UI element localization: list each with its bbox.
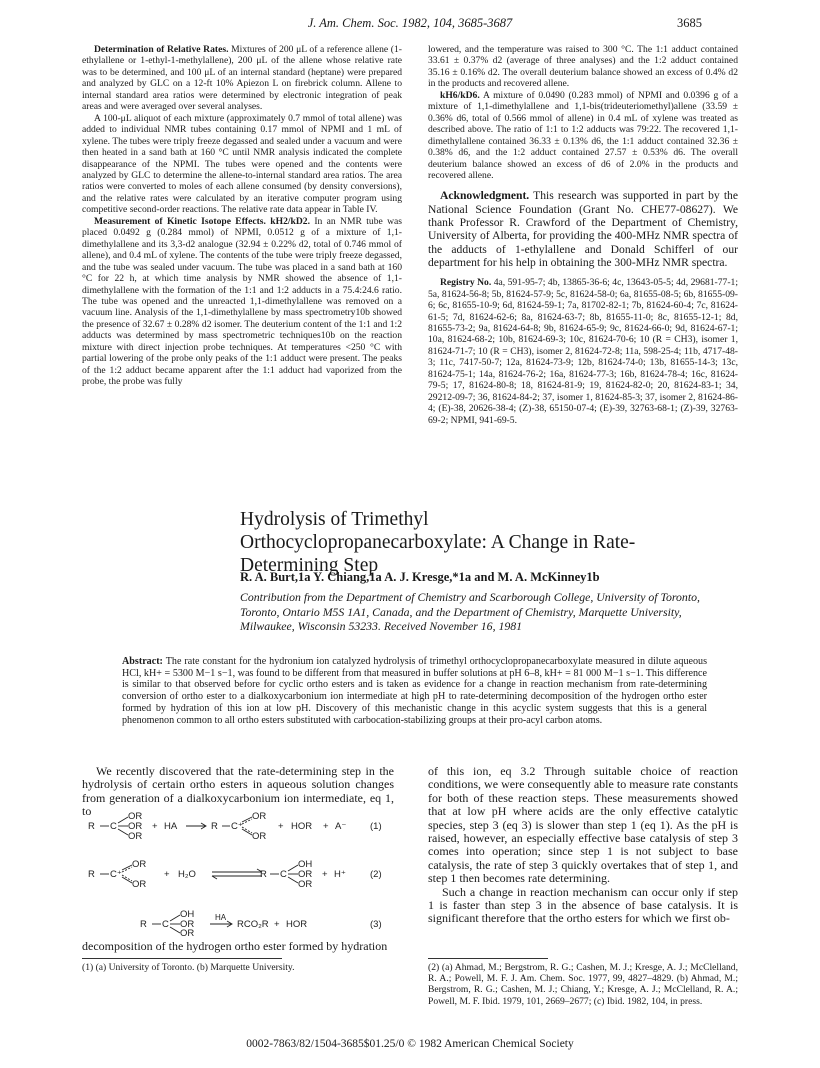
eq3-prod2: HOR: [286, 919, 308, 930]
eq3-or-mid: OR: [180, 919, 195, 930]
eq1-number: (1): [370, 821, 382, 832]
eq1-cplus: C⁺: [231, 821, 243, 832]
acknowledgment-heading: Acknowledgment.: [440, 189, 530, 203]
eq1-r2: R: [211, 821, 218, 832]
paragraph-text: Mixtures of 200 μL of a reference allene (1-ethylallene or 1-ethyl-1-methylallene), 200 μL of the allene whose relative rate was to be determined, and 100 μL of an internal standard (heptane) were prepared and analyzed by GLC on a 12-ft 10% Apiezon L on firebrick column. Allene to internal standard area ratios were determined by electronic integration of peak areas and were averaged over several analyses.: [82, 44, 402, 113]
eq2-r: R: [88, 869, 95, 880]
body-left-continued: [82, 940, 402, 953]
body-paragraph: of this ion, eq 3.2 Through suitable choice of reaction conditions, we were consequently able to measure rate constants for both of these reaction steps. These measurements showed that at low pH where acids are the only effective catalytic species, step 3 (eq 3) is slower than step 1 (eq 1). As the pH is raised, however, an especially effective base catalysis of step 3 comes into operation; since step 1 is not subject to base catalysis, the rate of step 3 quickly overtakes that of step 1, and step 1 then becomes rate determining.: [428, 764, 738, 886]
abstract-text: The rate constant for the hydronium ion catalyzed hydrolysis of trimethyl orthocyclopropanecarboxylate measured in dilute aqueous HCl, kH+ = 5300 M−1 s−1, was found to be different from that measured in buffer solutions at pH 6–8, kH+ = 81 000 M−1 s−1. This difference is similar to that observed before for cyclic ortho esters and is taken as evidence for a change in reaction mechanism from rate-determining conversion of ortho ester to a dialkoxycarbonium ion intermediate at high pH to rate-determining decomposition of the hydrogen ortho ester formed by hydration of this ion at low pH. Discovery of this mechanistic change in this acyclic system suggests that this is a general phenomenon common to all ortho esters substituted with carbocation-stabilizing groups at their pro-acyl carbon atoms.: [122, 656, 707, 726]
footnote-rule-right: [428, 958, 548, 959]
eq2-cplus: C⁺: [110, 869, 122, 880]
footnote-1: (1) (a) University of Toronto. (b) Marquette University.: [82, 962, 295, 973]
body-left-column: [82, 765, 394, 819]
eq1-prod2: A⁻: [335, 821, 347, 832]
journal-citation: J. Am. Chem. Soc. 1982, 104, 3685-3687: [307, 16, 513, 30]
abstract: [122, 656, 707, 726]
body-right-column: [428, 765, 738, 926]
eq1-prod1: HOR: [291, 821, 313, 832]
abstract-label: Abstract:: [122, 656, 163, 667]
paragraph-text: A mixture of 0.0490 (0.283 mmol) of NPMI and 0.0396 g of a mixture of 1,1-dimethylallene and 1,1-bis(trideuteriomethyl)allene (33.59 ± 0.36% d6, total of 0.566 mmol of allene) in 0.4 mL of xylene was treated as described above. The ratio of 1:1 to 1:2 adducts was 79:22. The recovered 1,1-dimethylallene contained 36.33 ± 0.13% d6, the 1:1 adduct contained 32.36 ± 0.38% d6, and the 1:2 adduct contained 27.57 ± 0.53% d6. The overall deuterium balance showed an excess of d6 of 2.0% in the products and recovered allene.: [428, 89, 738, 181]
eq2-number: (2): [370, 869, 382, 880]
eq3-catalyst: HA: [215, 913, 227, 922]
eq3-plus: +: [274, 919, 280, 930]
body-paragraph: We recently discovered that the rate-determining step in the hydrolysis of certain ortho esters in aqueous solution changes from generation of a dialkoxycarbonium ion intermediate, eq 1, to: [82, 764, 394, 819]
eq1-or-mid: OR: [128, 821, 143, 832]
eq2-or-bot: OR: [132, 879, 147, 890]
eq1-r: R: [88, 821, 95, 832]
eq1-plus-b: +: [278, 821, 284, 832]
article-authors: R. A. Burt,1a Y. Chiang,1a A. J. Kresge,*1a and M. A. McKinney1b: [240, 570, 600, 584]
eq2-c: C: [280, 869, 287, 880]
registry-heading: Registry No.: [440, 277, 492, 289]
paragraph-text: lowered, and the temperature was raised to 300 °C. The 1:1 adduct contained 33.61 ± 0.37% d2 (average of three analyses) and the 1:2 adduct contained 35.16 ± 0.16% d2. The overall deuterium balance showed an excess of 0.4% d2 in the products and recovered allene.: [428, 44, 738, 90]
footnote-2: (2) (a) Ahmad, M.; Bergstrom, R. G.; Cashen, M. J.; Kresge, A. J.; McClelland, R. A.; Powell, M. F. J. Am. Chem. Soc. 1977, 99, 4827–4829. (b) Ahmad, M.; Bergstrom, R. G.; Cashen, M. J.; Chiang, Y.; Kresge, A. J.; McClelland, R. A.; Powell, M. F. Ibid. 1979, 101, 2669–2677; (c) Ibid. 1982, 104, in press.: [428, 962, 738, 1007]
paragraph-text: In an NMR tube was placed 0.0492 g (0.284 mmol) of NPMI, 0.0512 g of a mixture of 1,1-dimethylallene and its 3,3-d2 analogue (32.94 ± 0.22% d2, total of 0.746 mmol of allene), and 0.4 mL of xylene. The contents of the tube were triply freeze degassed, and the tube was sealed under vacuum. The tube was placed in a sand bath at 160 °C for 22 h, at which time analysis by NMR showed the absence of 1,1-dimethylallene with the formation of the 1:1 and 1:2 adducts in a 75.4:24.6 ratio. The tube was opened and the unreacted 1,1-dimethylallene was removed on a vacuum line. Analysis of the 1,1-dimethylallene by mass spectrometry10b showed the presence of 32.67 ± 0.28% d2 isomer. The deuterium content of the 1:1 and 1:2 adducts was determined by mass spectrometric techniques10b on the reaction mixture with direct injection probe techniques. At temperatures <250 °C with partial lowering of the probe only peaks of the 1:1 adduct were present. The peaks of the 1:2 adduct became apparent after the 1:1 adduct had vaporized from the probe, the probe was fully: [82, 215, 403, 388]
eq3-c: C: [162, 919, 169, 930]
article-affiliation: Contribution from the Department of Chemistry and Scarborough College, University of Toronto, Toronto, Ontario M5S 1A1, Canada, and the Department of Chemistry, Marquette University, Milwaukee, Wisconsin 53233. Received November 16, 1981: [240, 590, 700, 633]
page-number: 3685: [677, 16, 702, 30]
registry-text: 4a, 591-95-7; 4b, 13865-36-6; 4c, 13643-05-5; 4d, 29681-77-1; 5a, 81624-56-8; 5b, 81624-57-9; 5c, 81624-58-0; 6a, 81655-08-5; 6b, 81655-09-6; 6c, 81655-10-9; 6d, 81624-59-1; 7a, 81702-82-1; 7b, 81624-60-4; 7c, 81624-61-5; 7d, 81624-62-6; 8a, 81624-63-7; 8b, 81655-11-0; 8c, 81655-12-1; 8d, 81655-73-2; 9a, 81624-64-8; 9b, 81624-65-9; 9c, 81624-66-0; 9d, 81624-67-1; 10a, 81624-68-2; 10b, 81624-69-3; 10c, 81624-70-6; 10 (R = CH3), isomer 1, 81624-71-7; 10 (R = CH3), isomer 2, 81624-72-8; 11a, 598-25-4; 11b, 4717-48-3; 11c, 7417-50-7; 12a, 81624-73-9; 12b, 81624-74-0; 13b, 81655-14-3; 13c, 81624-75-1; 14a, 81624-76-2; 16a, 81624-77-3; 16b, 81624-78-4; 16c, 81624-79-5; 17, 81624-80-8; 18, 81624-81-9; 19, 81624-82-0; 20, 81624-83-1; 34, 29212-09-7; 36, 81624-84-2; 37, isomer 1, 81624-85-3; 37, isomer 2, 81624-86-4; (E)-38, 20626-38-4; (Z)-38, 65150-07-4; (E)-39, 32763-68-1; (Z)-39, 32763-69-2; NPMI, 941-69-5.: [428, 277, 738, 426]
eq2-oh: OH: [298, 859, 313, 870]
eq2-or-top: OR: [132, 859, 147, 870]
section-runin-isotope-effects: Measurement of Kinetic Isotope Effects. kH2/kD2.: [94, 215, 310, 227]
eq2-or2-bot: OR: [298, 879, 313, 890]
page-footer: 0002-7863/82/1504-3685$01.25/0 © 1982 American Chemical Society: [246, 1038, 574, 1050]
eq2-plus-a: +: [164, 869, 170, 880]
section-runin-relative-rates: Determination of Relative Rates.: [94, 44, 229, 55]
eq1-reagent: HA: [164, 821, 178, 832]
paragraph-text: A 100-μL aliquot of each mixture (approximately 0.7 mmol of total allene) was added to individual NMR tubes containing 0.17 mmol of NPMI and 1 mL of xylene. The tubes were triply freeze degassed and sealed under a vacuum and were then heated in a sand bath at 160 °C until NMR analysis indicated the complete disappearance of the NPMI. The tubes were opened and the contents were analyzed by GLC to determine the allene-to-internal standard area ratios. The area ratios were converted to moles of each allene consumed (by density conversions), and the relative rates were calculated by an iterative computer program using competitive second-order reactions. The relative rate data appear in Table IV.: [82, 112, 402, 216]
eq2-plus-b: +: [322, 869, 328, 880]
eq1-c: C: [110, 821, 117, 832]
section-runin-kh6: kH6/kD6.: [440, 89, 480, 101]
eq3-r: R: [140, 919, 147, 930]
eq1-or-bot: OR: [128, 831, 143, 842]
eq2-or-mid: OR: [298, 869, 313, 880]
eq3-prod1: RCO₂R: [237, 919, 269, 930]
eq1-or2-bot: OR: [252, 831, 267, 842]
body-paragraph: decomposition of the hydrogen ortho ester formed by hydration: [82, 939, 388, 953]
eq1-plus-a: +: [152, 821, 158, 832]
eq1-or2-top: OR: [252, 812, 267, 822]
eq3-or-bot: OR: [180, 928, 195, 936]
eq2-r2: R: [260, 869, 267, 880]
eq1-or-top: OR: [128, 812, 143, 822]
reaction-scheme: [82, 812, 402, 936]
eq2-reagent: H₂O: [178, 869, 196, 880]
article-title: Hydrolysis of Trimethyl Orthocyclopropanecarboxylate: A Change in Rate-Determining Step: [240, 509, 636, 576]
prev-article-left-column: [82, 44, 402, 388]
prev-article-right-column: [428, 44, 738, 426]
body-paragraph: Such a change in reaction mechanism can occur only if step 1 is faster than step 3 in the absence of base catalysis. It is significant therefore that the ortho esters for which we first ob-: [428, 884, 738, 926]
eq3-number: (3): [370, 919, 382, 930]
eq2-prod: H⁺: [334, 869, 346, 880]
eq1-plus-c: +: [323, 821, 329, 832]
running-header: [0, 16, 820, 36]
eq3-oh: OH: [180, 909, 195, 920]
footnote-rule: [82, 958, 282, 959]
acknowledgment-text: This research was supported in part by the National Science Foundation (Grant No. CHE77-08627). We thank Professor R. Crawford of the Department of Chemistry, University of Alberta, for providing the 400-MHz NMR spectra of the adducts of 1-ethylallene and Donald Schifferl of our department for his help in obtaining the 300-MHz NMR spectra.: [428, 189, 738, 269]
